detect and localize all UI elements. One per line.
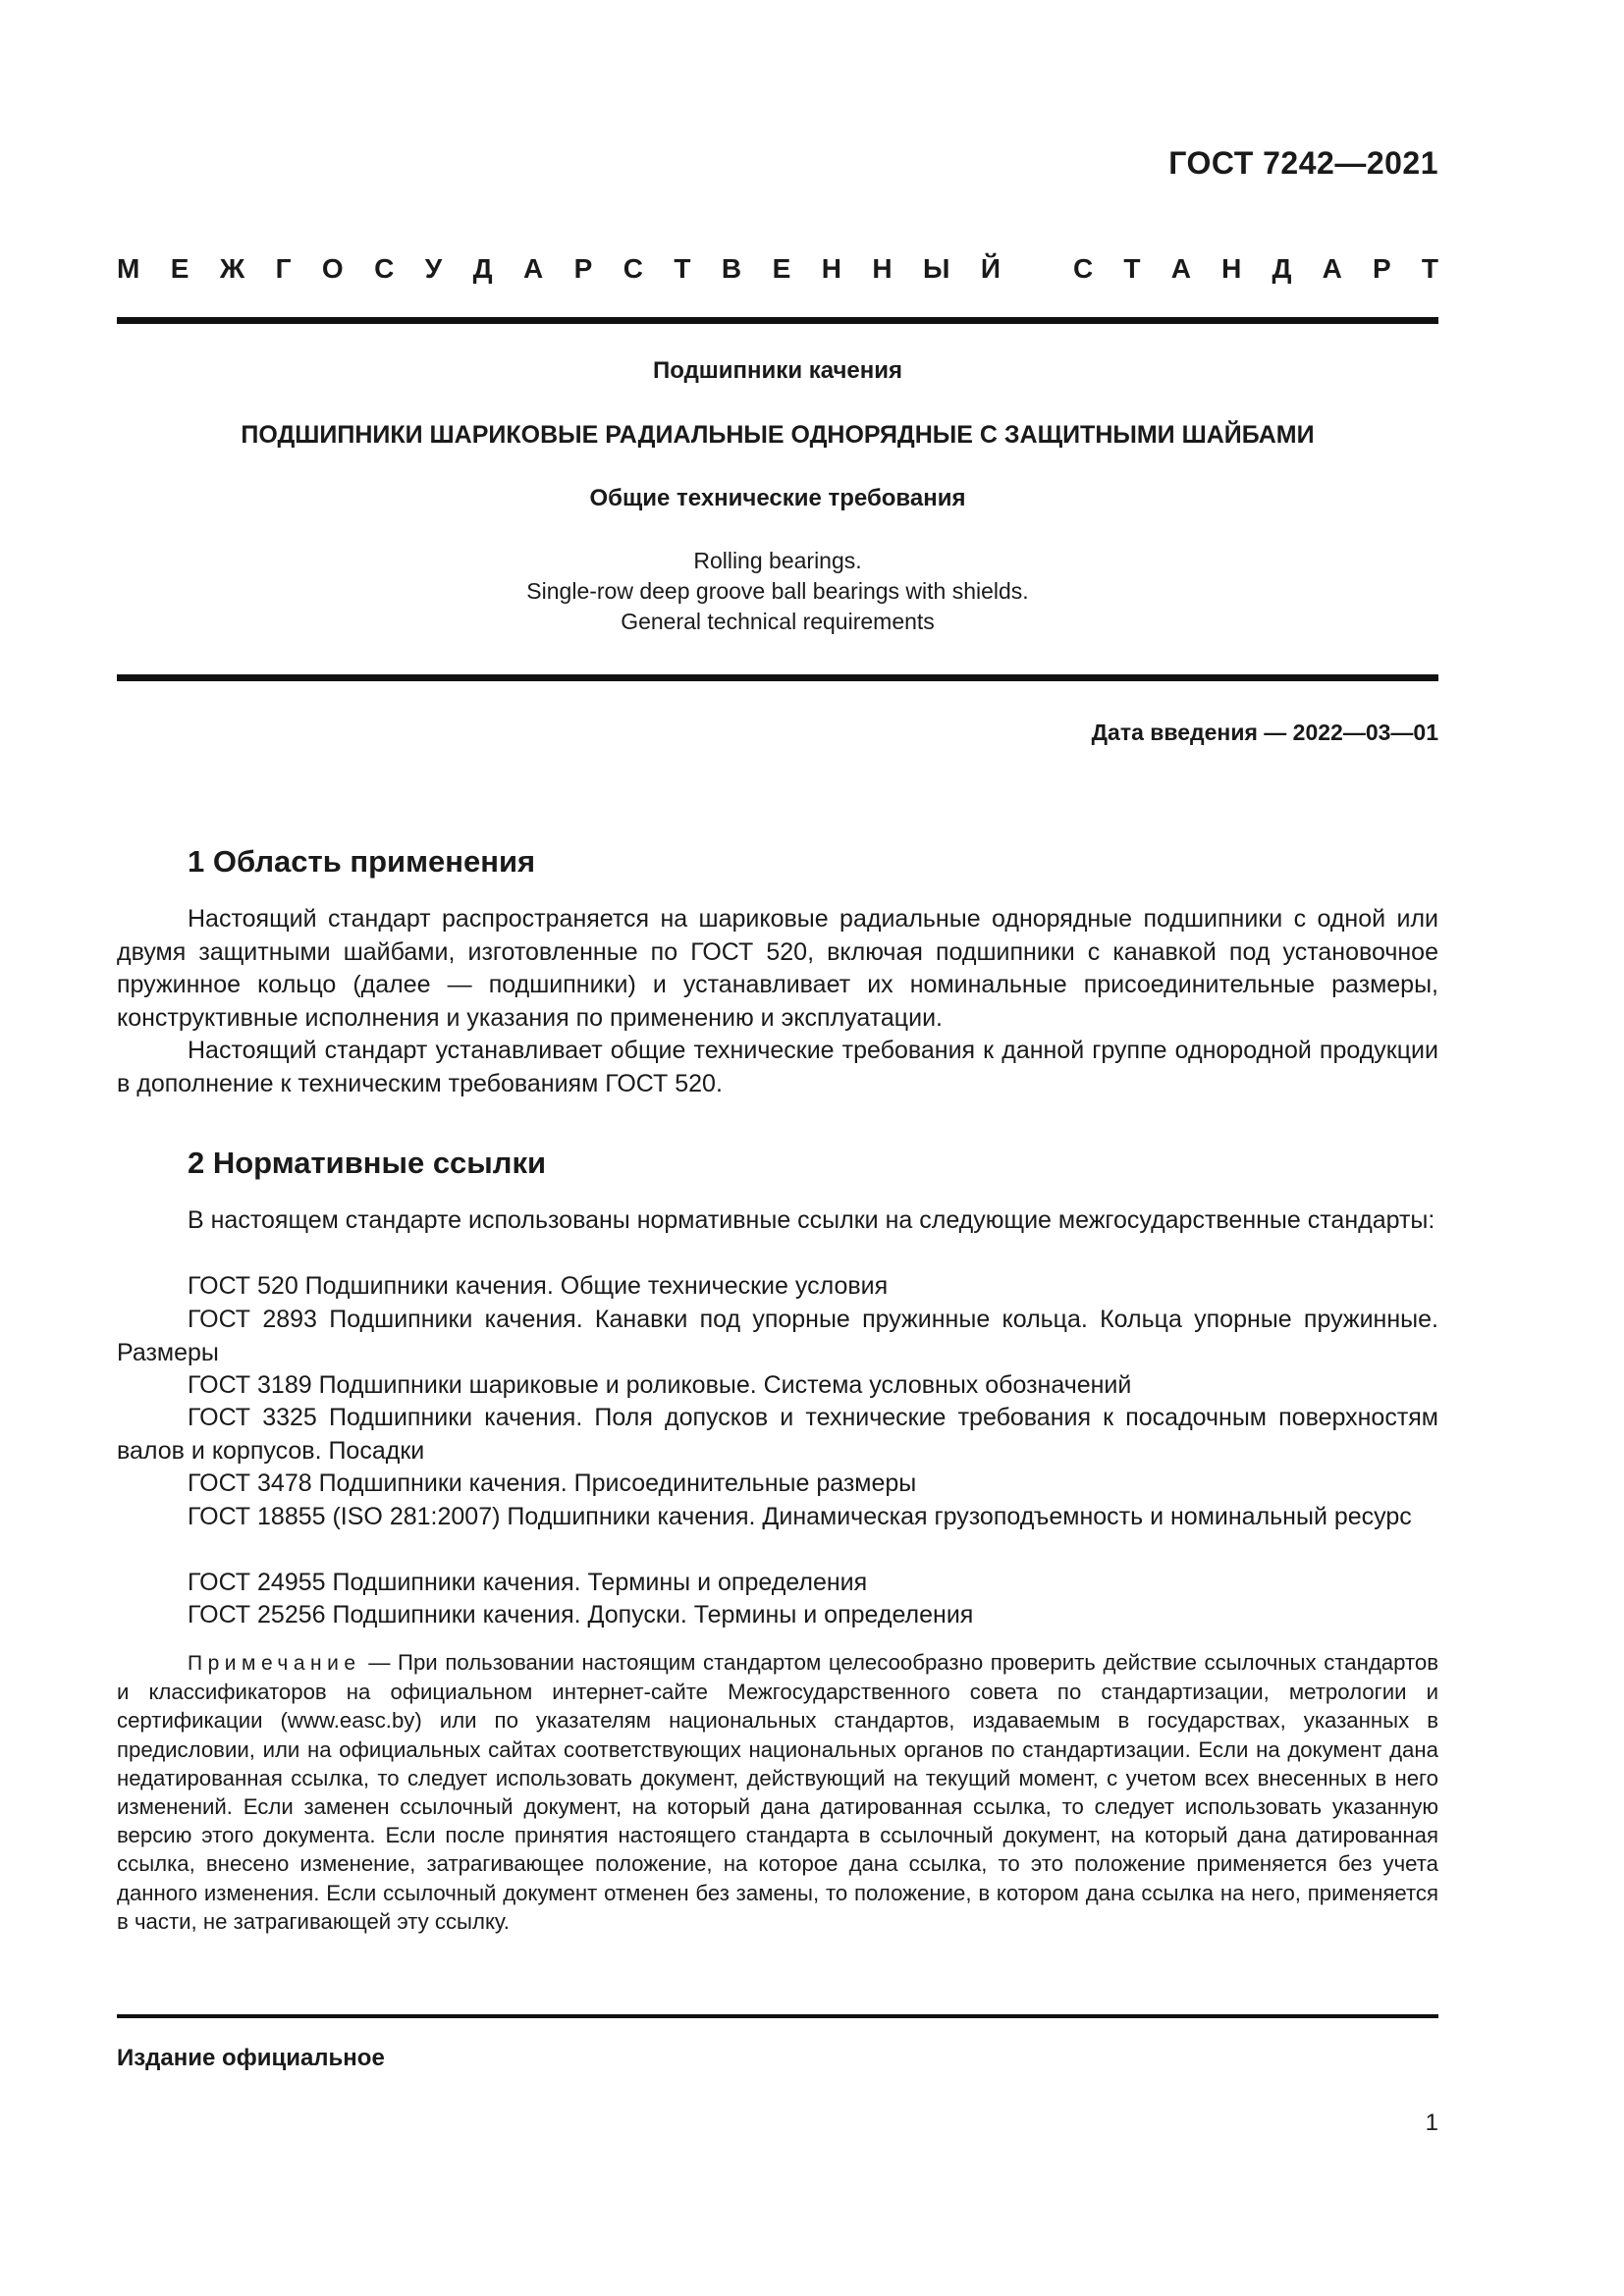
letter: Ж bbox=[219, 253, 245, 284]
section-2-heading: 2 Нормативные ссылки bbox=[188, 1146, 547, 1180]
letter: Н bbox=[1221, 253, 1242, 284]
title-divider bbox=[117, 674, 1438, 681]
english-title bbox=[117, 546, 1438, 637]
letter: Й bbox=[980, 253, 1001, 284]
letter: Р bbox=[573, 253, 593, 284]
letter: Е bbox=[772, 253, 791, 284]
footer-divider bbox=[117, 2014, 1438, 2018]
subject-title: Подшипники качения bbox=[652, 357, 903, 384]
letter: А bbox=[1322, 253, 1342, 284]
reference-item: ГОСТ 3478 Подшипники качения. Присоединительные размеры bbox=[188, 1469, 917, 1497]
letter: Г bbox=[275, 253, 292, 284]
letter: Е bbox=[170, 253, 189, 284]
reference-item: ГОСТ 18855 (ISO 281:2007) Подшипники качения. Динамическая грузоподъемность и номинальный ресурс bbox=[188, 1503, 1412, 1530]
english-title-line: General technical requirements bbox=[621, 609, 935, 634]
introduction-date: Дата введения — 2022—03—01 bbox=[1091, 720, 1438, 745]
official-edition-label: Издание официальное bbox=[117, 2045, 385, 2071]
sub-title: Общие технические требования bbox=[589, 485, 966, 511]
letter: С bbox=[623, 253, 643, 284]
reference-item: ГОСТ 24955 Подшипники качения. Термины и определения bbox=[188, 1569, 868, 1596]
reference-item: ГОСТ 3325 Подшипники качения. Поля допусков и технические требования к посадочным поверхностям валов и корпусов. Посадки bbox=[117, 1404, 1438, 1465]
reference-item: ГОСТ 520 Подшипники качения. Общие технические условия bbox=[188, 1272, 889, 1300]
document-page bbox=[117, 0, 1438, 2296]
letter: Д bbox=[1272, 253, 1292, 284]
main-title: ПОДШИПНИКИ ШАРИКОВЫЕ РАДИАЛЬНЫЕ ОДНОРЯДНЫЕ С ЗАЩИТНЫМИ ШАЙБАМИ bbox=[241, 421, 1315, 449]
header-divider bbox=[117, 317, 1438, 324]
section-1-paragraph-1: Настоящий стандарт распространяется на шариковые радиальные однорядные подшипники с одной или двумя защитными шайбами, изготовленные по ГОСТ 520, включая подшипники с канавкой под установочное пружинное кольцо (далее — подшипники) и устанавливает их номинальные присоединительные размеры, конструктивные исполнения и указания по применению и эксплуатации. bbox=[117, 905, 1438, 1032]
letter: Д bbox=[472, 253, 493, 284]
english-title-line: Single-row deep groove ball bearings with shields. bbox=[526, 578, 1029, 604]
letter: Т bbox=[1123, 253, 1141, 284]
letter: А bbox=[1170, 253, 1191, 284]
standard-number: ГОСТ 7242—2021 bbox=[1168, 145, 1438, 181]
letter: У bbox=[424, 253, 443, 284]
standard-type-word-standard bbox=[1073, 253, 1438, 285]
letter: О bbox=[321, 253, 344, 284]
letter: Н bbox=[872, 253, 893, 284]
reference-item: ГОСТ 25256 Подшипники качения. Допуски. Термины и определения bbox=[188, 1601, 974, 1629]
letter: С bbox=[374, 253, 395, 284]
letter: С bbox=[1073, 253, 1094, 284]
section-1-paragraph-2: Настоящий стандарт устанавливает общие технические требования к данной группе однородной продукции в дополнение к техническим требованиям ГОСТ 520. bbox=[117, 1037, 1438, 1097]
reference-item: ГОСТ 2893 Подшипники качения. Канавки под упорные пружинные кольца. Кольца упорные пружинные. Размеры bbox=[117, 1306, 1438, 1366]
page-number: 1 bbox=[1425, 2109, 1438, 2136]
section-1-heading: 1 Область применения bbox=[188, 844, 536, 879]
note-label: Примечание bbox=[188, 1652, 361, 1675]
letter: М bbox=[117, 253, 140, 284]
letter: Ы bbox=[923, 253, 950, 284]
note-text: — При пользовании настоящим стандартом целесообразно проверить действие ссылочных стандартов и классификаторов на официальном интернет-сайте Межгосударственного совета по стандартизации, метрологии и сертификации (www.easc.by) или по указателям национальных стандартов, издаваемым в государствах, указанных в предисловии, или на официальных сайтах соответствующих национальных органов по стандартизации. Если на документ дана недатированная ссылка, то следует использовать документ, действующий на текущий момент, с учетом всех внесенных в него изменений. Если заменен ссылочный документ, на который дана датированная ссылка, то следует использовать указанную версию этого документа. Если после принятия настоящего стандарта в ссылочный документ, на который дана датированная ссылка, внесено изменение, затрагивающее положение, на которое дана ссылка, то это положение применяется без учета данного изменения. Если ссылочный документ отменен без замены, то положение, в котором дана ссылка на него, применяется в части, не затрагивающей эту ссылку. bbox=[117, 1650, 1438, 1934]
standard-type-heading bbox=[117, 253, 1438, 285]
standard-type-word-interstate bbox=[117, 253, 1001, 285]
letter: Т bbox=[674, 253, 691, 284]
reference-note bbox=[117, 1648, 1438, 1936]
section-2-intro: В настоящем стандарте использованы нормативные ссылки на следующие межгосударственные стандарты: bbox=[188, 1206, 1435, 1234]
letter: Т bbox=[1421, 253, 1438, 284]
reference-item: ГОСТ 3189 Подшипники шариковые и роликовые. Система условных обозначений bbox=[188, 1371, 1132, 1399]
letter: А bbox=[522, 253, 544, 284]
letter: В bbox=[721, 253, 742, 284]
english-title-line: Rolling bearings. bbox=[693, 548, 862, 573]
letter: Р bbox=[1373, 253, 1391, 284]
letter: Н bbox=[821, 253, 841, 284]
